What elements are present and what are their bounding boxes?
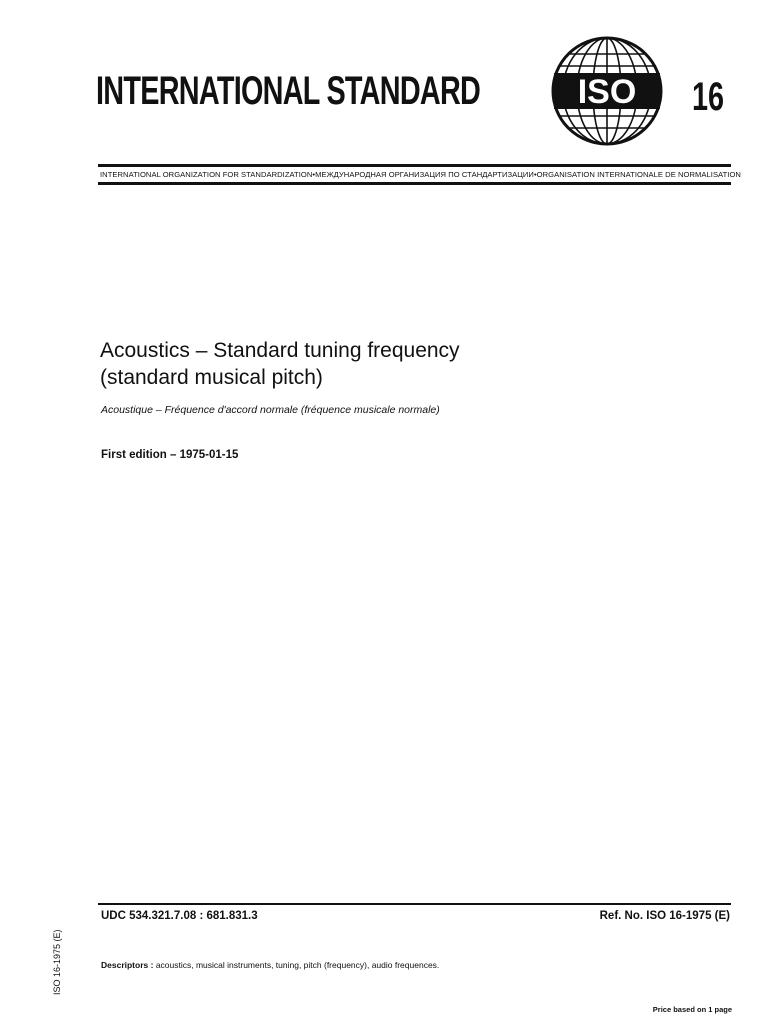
edition-info: First edition – 1975-01-15 [101,449,239,461]
descriptors-text: acoustics, musical instruments, tuning, pitch (frequency), audio frequences. [155,960,440,970]
descriptors-label: Descriptors : [101,960,154,970]
standard-number: 16 [692,75,725,119]
header-rule-bottom [98,182,731,185]
organization-line: INTERNATIONAL ORGANIZATION FOR STANDARDIZATION•МЕЖДУНАРОДНАЯ ОРГАНИЗАЦИЯ ПО СТАНДАРТИЗАЦИИ•ORGANISATION INTERNATIONALE DE NORMALISATION [100,170,741,179]
document-title-line-2: (standard musical pitch) [100,366,323,389]
descriptors [101,960,439,970]
french-title: Acoustique – Fréquence d'accord normale (fréquence musicale normale) [101,404,440,416]
header-rule-top [98,164,731,167]
price-note: Price based on 1 page [652,1005,732,1014]
document-header-title: INTERNATIONAL STANDARD [96,69,481,113]
svg-text:ISO: ISO [577,73,637,111]
side-document-code: ISO 16-1975 (E) [52,929,62,995]
document-title [100,337,700,391]
iso-logo [548,36,666,146]
udc-code: UDC 534.321.7.08 : 681.831.3 [101,910,258,922]
reference-number: Ref. No. ISO 16-1975 (E) [599,910,730,922]
document-title-line-1: Acoustics – Standard tuning frequency [100,339,460,362]
footer-rule [98,903,731,905]
